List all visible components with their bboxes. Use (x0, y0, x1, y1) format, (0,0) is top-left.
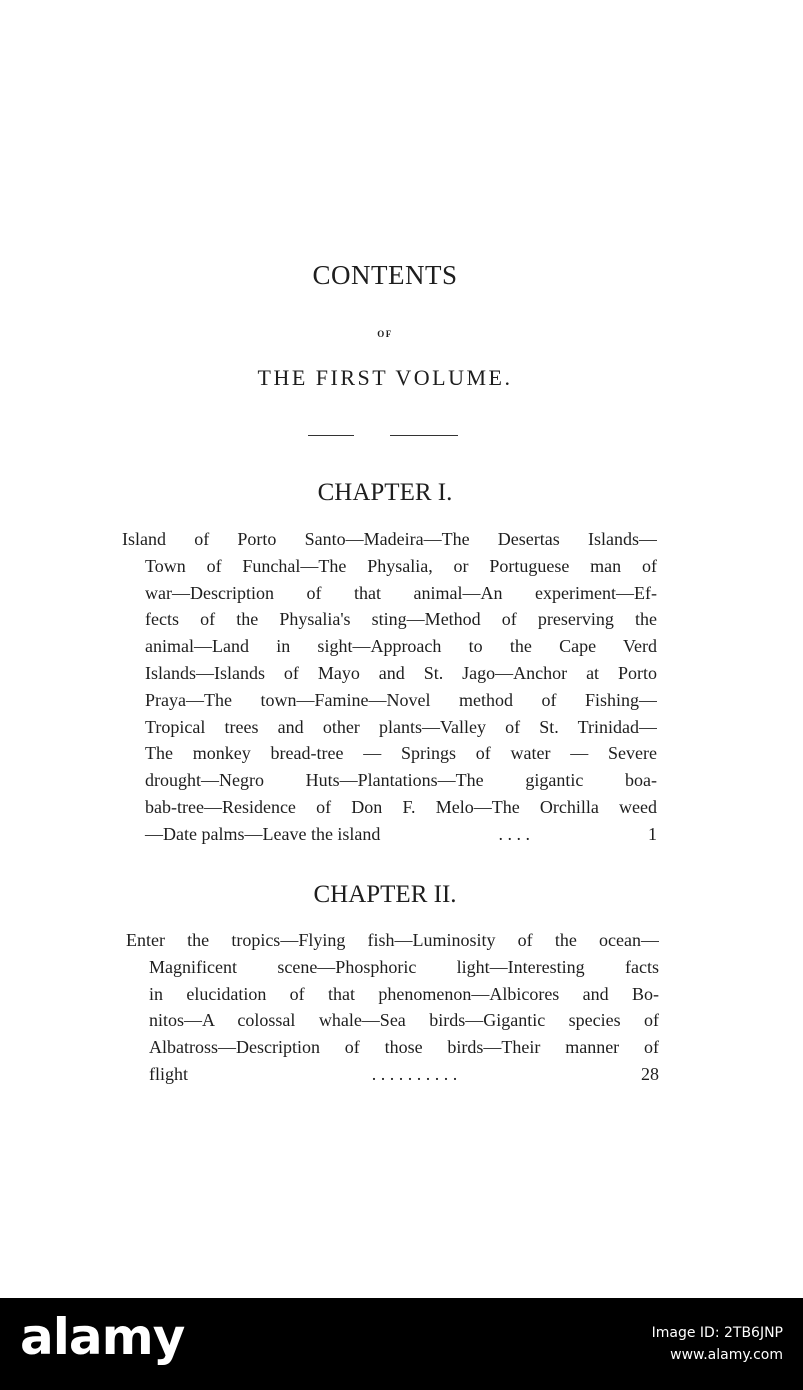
summary-line: Islands—Islands of Mayo and St. Jago—Anchor at Porto (145, 662, 657, 683)
of-label: OF (377, 329, 393, 339)
chapter-heading: CHAPTER I. (317, 479, 453, 506)
summary-last-line (122, 821, 657, 848)
contents-title: CONTENTS (312, 260, 458, 290)
summary-line: in elucidation of that phenomenon—Albicores and Bo- (149, 983, 659, 1004)
summary-line: nitos—A colossal whale—Sea birds—Gigantic species of (149, 1010, 659, 1031)
summary-line-text: —Date palms—Leave the island (145, 823, 381, 844)
summary-line-text: flight (149, 1063, 188, 1084)
dot-leader: . . . . (498, 823, 530, 844)
summary-line: Town of Funchal—The Physalia, or Portuguese man of (145, 555, 657, 576)
watermark-meta (652, 1322, 783, 1366)
site-url-text: www.alamy.com (670, 1347, 783, 1363)
summary-line: fects of the Physalia's sting—Method of preserving the (145, 609, 657, 630)
summary-line: drought—Negro Huts—Plantations—The gigantic boa- (145, 770, 657, 791)
chapter-summary (122, 526, 657, 848)
image-id-text: Image ID: 2TB6JNP (651, 1325, 783, 1341)
summary-line: The monkey bread-tree — Springs of water — Severe (145, 743, 657, 764)
alamy-logo: alamy (20, 1308, 185, 1366)
summary-line: Praya—The town—Famine—Novel method of Fishing— (145, 689, 657, 710)
summary-line: Island of Porto Santo—Madeira—The Desertas Islands— (122, 529, 657, 549)
dot-leader: . . . . . . . . . . (371, 1063, 458, 1084)
summary-line: Tropical trees and other plants—Valley of St. Trinidad— (145, 716, 657, 737)
summary-line: Enter the tropics—Flying fish—Luminosity of the ocean— (126, 930, 659, 950)
volume-title: THE FIRST VOLUME. (257, 365, 513, 390)
summary-line: animal—Land in sight—Approach to the Cape Verd (145, 636, 657, 657)
page-number: 28 (641, 1063, 659, 1084)
summary-line: bab-tree—Residence of Don F. Melo—The Orchilla weed (145, 796, 657, 817)
summary-line: Magnificent scene—Phosphoric light—Interesting facts (149, 956, 659, 977)
chapter-summary (126, 927, 659, 1088)
chapter-heading: CHAPTER II. (313, 881, 457, 908)
summary-line: war—Description of that animal—An experiment—Ef- (145, 582, 657, 603)
summary-last-line (126, 1061, 659, 1088)
ornamental-rule-right (390, 435, 458, 436)
page-number: 1 (648, 823, 657, 844)
stock-watermark-bar (0, 1298, 803, 1390)
summary-line: Albatross—Description of those birds—Their manner of (149, 1037, 659, 1058)
ornamental-rule-left (308, 435, 354, 436)
